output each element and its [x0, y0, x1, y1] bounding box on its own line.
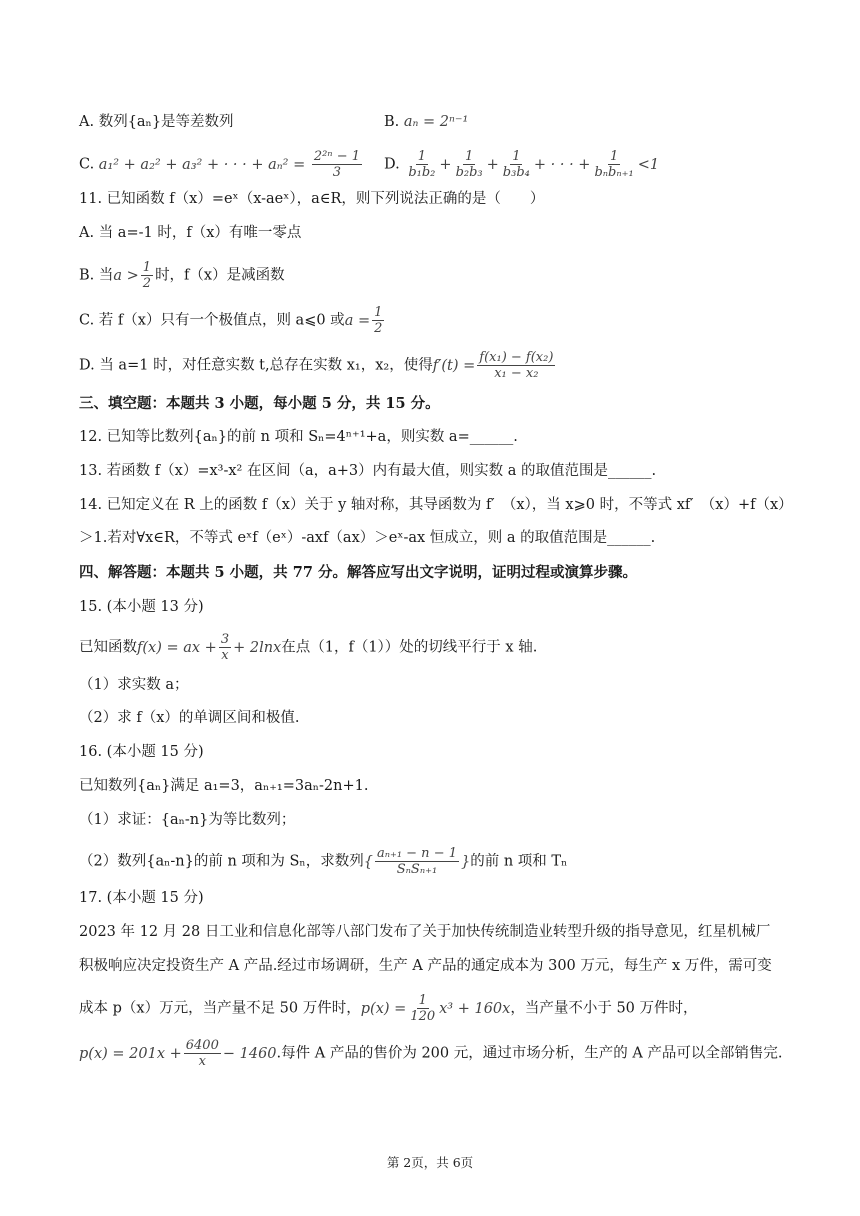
- section-heading-fill-blank: 三、填空题：本题共 3 小题，每小题 5 分，共 15 分。: [79, 395, 440, 412]
- fraction: $\frac{\text{f(x₁) − f(x₂)}}{\text{x₁ − x₂}}$: [479, 350, 554, 381]
- question-15-part2: （2）求 f（x）的单调区间和极值.: [79, 710, 300, 726]
- fraction: $\frac{1}{\text{b₁b₂}}$: [408, 149, 436, 180]
- fraction: $\frac{3}{x}$: [220, 632, 230, 663]
- fraction: $\frac{6400}{x}$: [185, 1038, 219, 1069]
- question-17-line2: 积极响应决定投资生产 A 产品.经过市场调研，生产 A 产品的通定成本为 300 万元，每生产 x 万件，需可变: [79, 958, 772, 974]
- question-16-stem: 已知数列{aₙ}满足 a₁=3，aₙ₊₁=3aₙ-2n+1.: [79, 778, 369, 794]
- page-footer: 第 2页，共 6页: [386, 1155, 474, 1170]
- question-17-header: 17. (本小题 15 分): [79, 890, 204, 906]
- option-11b: B. 当a > $\frac{1}{2}$ 时，f（x）是减函数: [79, 260, 285, 291]
- fraction: $\frac{1}{2}$: [142, 260, 152, 291]
- option-10b: B. aₙ = 2ⁿ⁻¹: [384, 111, 468, 133]
- fraction: $\frac{\text{aₙ₊₁ − n − 1}}{\text{SₙSₙ₊₁}}$: [376, 846, 457, 877]
- formula: aₙ = 2ⁿ⁻¹: [403, 114, 469, 130]
- fraction: $\frac{1}{\text{bₙbₙ₊₁}}$: [594, 149, 634, 180]
- question-16-part2: （2）数列{aₙ-n}的前 n 项和为 Sₙ，求数列{ $\frac{\text{aₙ₊₁ − n − 1}}{\text{SₙSₙ₊₁}}$ }的前 n 项和 Tₙ: [79, 846, 568, 877]
- question-15-stem: 已知函数f(x) = ax + $\frac{3}{x}$ + 2lnx在点（1，f（1））处的切线平行于 x 轴.: [79, 632, 538, 663]
- option-10a-text: A. 数列{aₙ}是等差数列: [79, 114, 234, 130]
- question-13: 13. 若函数 f（x）=x³-x² 在区间（a，a+3）内有最大值，则实数 a 的取值范围是______.: [79, 463, 657, 479]
- question-16-header: 16. (本小题 15 分): [79, 744, 204, 760]
- question-14-line2: ＞1.若对∀x∈R，不等式 eˣf（eˣ）-axf（ax）＞eˣ-ax 恒成立，则 a 的取值范围是______.: [79, 530, 656, 546]
- question-17-line4: p(x) = 201x + $\frac{6400}{x}$ − 1460.每件 A 产品的售价为 200 元，通过市场分析，生产的 A 产品可以全部销售完.: [79, 1038, 783, 1069]
- fraction: $\frac{1}{\text{b₃b₄}}$: [502, 149, 530, 180]
- option-10c: C. a₁² + a₂² + a₃² + · · · + aₙ² = $\frac{\text{2²ⁿ − 1}}{3}$: [79, 149, 361, 180]
- option-11c: C. 若 f（x）只有一个极值点，则 a⩽0 或a = $\frac{1}{2}$: [79, 305, 383, 336]
- question-17-line1: 2023 年 12 月 28 日工业和信息化部等八部门发布了关于加快传统制造业转型升级的指导意见，红星机械厂: [79, 924, 771, 940]
- question-16-part1: （1）求证：{aₙ-n}为等比数列；: [79, 812, 296, 828]
- fraction: $\frac{1}{120}$: [410, 993, 436, 1024]
- fraction: $\frac{1}{2}$: [374, 305, 383, 336]
- option-10d: D. $\frac{1}{\text{b₁b₂}}$ + $\frac{1}{\text{b₂b₃}}$ + $\frac{1}{\text{b₃b₄}}$ + · · · + $\frac{1}{\text{bₙbₙ₊₁}}$ <1: [384, 149, 660, 180]
- fraction: $\frac{\text{2²ⁿ − 1}}{3}$: [313, 149, 361, 180]
- question-12: 12. 已知等比数列{aₙ}的前 n 项和 Sₙ=4ⁿ⁺¹+a，则实数 a=______.: [79, 429, 518, 445]
- question-14-line1: 14. 已知定义在 R 上的函数 f（x）关于 y 轴对称，其导函数为 f′ （x），当 x⩾0 时，不等式 xf′ （x）+f（x）: [79, 497, 793, 513]
- section-heading-solutions: 四、解答题：本题共 5 小题，共 77 分。解答应写出文字说明，证明过程或演算步骤。: [79, 564, 637, 581]
- option-11d: D. 当 a=1 时，对任意实数 t,总存在实数 x₁，x₂，使得f′(t) = $\frac{\text{f(x₁) − f(x₂)}}{\text{x₁ − x₂}}$: [79, 350, 554, 381]
- question-15-part1: （1）求实数 a；: [79, 677, 189, 693]
- formula: a₁² + a₂² + a₃² + · · · + aₙ² =: [98, 156, 306, 173]
- question-11-stem: 11. 已知函数 f（x）=eˣ（x-aeˣ），a∈R，则下列说法正确的是（ ）: [79, 191, 545, 207]
- option-11a: A. 当 a=-1 时，f（x）有唯一零点: [79, 225, 302, 241]
- fraction: $\frac{1}{\text{b₂b₃}}$: [455, 149, 483, 180]
- question-17-line3: 成本 p（x）万元，当产量不足 50 万件时，p(x) = $\frac{1}{120}$ x³ + 160x，当产量不小于 50 万件时，: [79, 993, 698, 1024]
- question-15-header: 15. (本小题 13 分): [79, 599, 204, 615]
